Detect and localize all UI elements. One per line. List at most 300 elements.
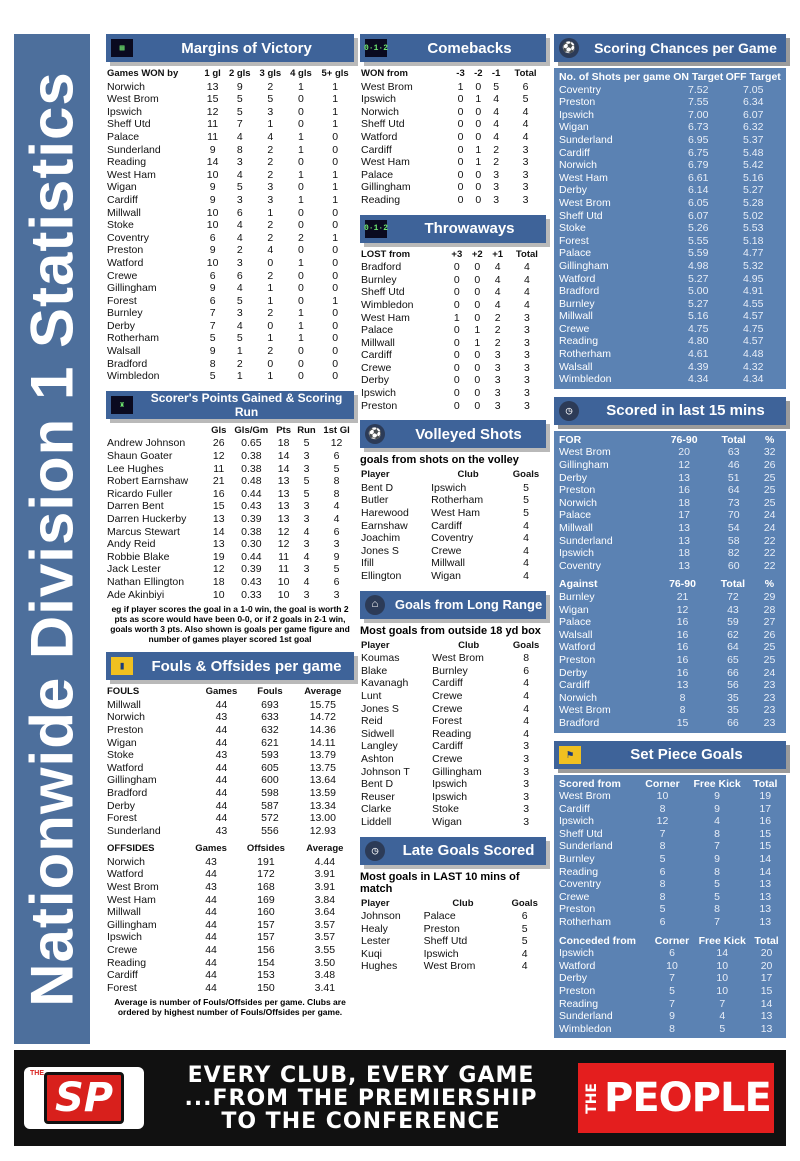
table-cell: 3.57 <box>314 931 336 944</box>
table-cell: 1 <box>298 80 304 93</box>
table-cell: 21 <box>676 590 689 603</box>
table-cell: 44 <box>205 981 217 994</box>
table-cell: 14 <box>760 997 773 1010</box>
table-row <box>558 878 782 891</box>
table-cell: 2 <box>267 80 274 93</box>
table-cell: 5.27 <box>742 184 764 197</box>
stopwatch-icon: ◷ <box>365 841 385 861</box>
table-cell: 10 <box>206 168 219 181</box>
table-row <box>360 400 546 413</box>
table-cell: 598 <box>261 786 279 799</box>
table-cell: 1 <box>332 181 339 194</box>
table-cell: 1 <box>298 319 304 332</box>
table-row <box>558 853 782 866</box>
volleyed-header: ⚽ Volleyed Shots <box>360 420 546 448</box>
table-cell: 16 <box>212 487 225 500</box>
margins-table <box>106 68 354 383</box>
table-cell: 25 <box>763 496 776 509</box>
table-row <box>106 358 354 371</box>
table-cell: 12 <box>656 815 669 828</box>
table-cell: 35 <box>727 691 739 704</box>
table-cell: 10 <box>277 588 290 601</box>
table-cell: 0 <box>298 282 304 295</box>
table-cell: 44 <box>205 893 217 906</box>
table-cell: 0 <box>298 118 304 131</box>
table-cell: 24 <box>763 509 776 522</box>
table-cell: Derby <box>559 972 588 985</box>
table-cell: Millwall <box>559 522 593 534</box>
column-header: 76-90 <box>670 433 698 446</box>
table-cell: 10 <box>656 790 669 803</box>
table-cell: 5 <box>267 93 274 106</box>
table-cell: Ipswich <box>559 947 595 960</box>
table-cell: 13.34 <box>309 799 336 812</box>
table-row <box>106 437 354 450</box>
table-cell: 10 <box>212 588 225 601</box>
table-row <box>558 866 782 879</box>
table-cell: 0.33 <box>241 588 262 601</box>
table-cell: 1 <box>332 80 339 93</box>
table-cell: 0.38 <box>241 525 262 538</box>
table-cell: 15 <box>759 827 772 840</box>
table-cell: Derby <box>361 374 390 387</box>
table-cell: 5 <box>493 80 500 93</box>
table-row <box>360 274 546 287</box>
table-cell: Bradford <box>361 261 402 274</box>
table-cell: 13 <box>277 475 290 488</box>
table-cell: 7.05 <box>742 83 764 96</box>
table-cell: 5 <box>714 890 720 903</box>
table-row <box>558 679 782 692</box>
table-row <box>106 774 354 787</box>
advert-banner <box>14 1050 786 1146</box>
table-row <box>106 737 354 750</box>
table-cell: 7 <box>659 827 666 840</box>
table-row <box>106 762 354 775</box>
table-cell: 9 <box>209 282 216 295</box>
table-cell: 4 <box>494 273 501 286</box>
table-cell: 0 <box>474 387 481 400</box>
table-cell: 1 <box>267 282 274 295</box>
table-cell: 8 <box>714 827 720 840</box>
table-cell: 4 <box>523 677 530 690</box>
table-cell: 157 <box>257 931 275 944</box>
table-cell: 0 <box>457 193 464 206</box>
table-cell: 3 <box>236 256 243 269</box>
table-row <box>360 728 546 741</box>
column-header: Corner <box>654 934 690 947</box>
table-cell: 13 <box>676 679 689 692</box>
table-cell: Gillingham <box>107 918 157 931</box>
table-cell: 10 <box>277 575 290 588</box>
column-header: Free Kick <box>693 777 741 790</box>
table-cell: 70 <box>727 509 740 522</box>
table-cell: 56 <box>727 679 739 692</box>
table-cell: 3 <box>303 513 310 525</box>
column-header: Player <box>361 897 390 909</box>
table-cell: 12 <box>277 525 290 538</box>
table-cell: 150 <box>257 981 275 994</box>
table-cell: 4 <box>523 532 529 545</box>
table-cell: 0 <box>453 298 460 311</box>
table-cell: 13.64 <box>309 774 336 787</box>
table-cell: 10 <box>716 959 729 972</box>
table-cell: 5 <box>333 462 340 475</box>
table-cell: Millwall <box>431 557 465 570</box>
table-cell: 2 <box>298 231 304 244</box>
table-row <box>106 295 354 308</box>
table-cell: 5 <box>236 181 243 194</box>
table-cell: 3.84 <box>314 893 336 906</box>
table-row <box>360 482 546 495</box>
table-cell: Reid <box>361 715 383 728</box>
table-cell: 0 <box>332 370 339 383</box>
table-row <box>558 1023 782 1036</box>
table-cell: 4.57 <box>742 310 764 323</box>
table-cell: 16 <box>676 641 689 654</box>
last15-for-table <box>558 434 782 573</box>
table-cell: Gillingham <box>559 259 609 272</box>
table-row <box>106 982 354 995</box>
table-row <box>360 169 546 182</box>
table-cell: 43 <box>727 603 739 616</box>
table-row <box>106 800 354 813</box>
setpiece-header: ⚑ Set Piece Goals <box>554 741 786 769</box>
table-cell: 14 <box>277 462 290 475</box>
column-header: Average <box>306 843 344 855</box>
table-cell: 6 <box>333 575 340 588</box>
table-row <box>360 935 546 948</box>
scoreboard-icon: ▦ <box>111 39 133 57</box>
table-cell: Ipswich <box>559 108 595 121</box>
table-cell: 25 <box>763 484 776 497</box>
table-cell: Forest <box>107 981 137 994</box>
table-cell: Wigan <box>431 570 461 582</box>
table-row <box>558 616 782 629</box>
column-header: Games <box>205 686 238 698</box>
table-cell: 64 <box>727 484 740 497</box>
chances-panel <box>554 68 786 389</box>
table-cell: Preston <box>559 985 596 997</box>
table-cell: Cardiff <box>432 677 463 690</box>
table-row <box>360 181 546 194</box>
table-row <box>558 247 782 260</box>
table-cell: Wimbledon <box>361 298 414 311</box>
table-row <box>360 740 546 753</box>
table-row <box>360 557 546 570</box>
table-cell: 44 <box>215 723 228 736</box>
table-cell: 1 <box>332 118 339 131</box>
table-cell: 4 <box>494 261 501 274</box>
table-cell: Preston <box>423 922 460 935</box>
table-row <box>558 803 782 816</box>
table-cell: 0 <box>475 168 482 181</box>
fouls-table <box>106 686 354 837</box>
table-cell: 0 <box>457 156 464 169</box>
table-cell: 22 <box>763 547 776 560</box>
table-cell: Reading <box>107 156 147 169</box>
table-cell: Sheff Utd <box>361 118 405 131</box>
table-cell: Coventry <box>107 231 150 244</box>
table-cell: 20 <box>760 947 773 960</box>
player-run-icon: ⚽ <box>559 38 579 58</box>
table-cell: Preston <box>361 399 398 412</box>
table-row <box>558 560 782 573</box>
table-cell: 13.59 <box>309 786 336 799</box>
table-cell: 4 <box>493 93 500 106</box>
table-row <box>558 273 782 286</box>
column-header: 3 gls <box>259 68 282 79</box>
comebacks-section <box>360 34 546 207</box>
table-cell: 5 <box>523 507 529 520</box>
scorers-note: eg if player scores the goal in a 1-0 win, the goal is worth 2 pts as score would have been 0-0, or if 2 goals in 2-1 win, goals worth 3 pts. Also shown is goals per game figure and number of games player scored 1st goal <box>110 604 350 645</box>
table-cell: 6 <box>209 294 216 307</box>
table-row <box>558 654 782 667</box>
table-cell: 1 <box>332 294 339 307</box>
table-row <box>360 387 546 400</box>
table-row <box>558 790 782 803</box>
table-cell: 4.34 <box>688 373 709 386</box>
table-cell: 6.95 <box>688 133 709 146</box>
table-cell: 4 <box>303 550 310 563</box>
table-cell: Ipswich <box>107 931 143 944</box>
table-cell: 0 <box>474 298 481 311</box>
table-row <box>106 500 354 513</box>
table-cell: 0 <box>332 244 339 257</box>
volleyed-section <box>360 420 546 582</box>
table-cell: 0.44 <box>241 550 262 563</box>
late-goals-header: ◷ Late Goals Scored <box>360 837 546 865</box>
table-row <box>106 563 354 576</box>
late-goals-section <box>360 837 546 974</box>
table-row <box>360 93 546 106</box>
table-cell: Norwich <box>559 691 597 704</box>
table-cell: West Brom <box>361 80 413 93</box>
table-cell: 15 <box>212 500 225 513</box>
table-cell: 14 <box>212 525 225 538</box>
column-header: Pts <box>276 424 292 436</box>
table-cell: 0 <box>332 357 339 370</box>
table-cell: 1 <box>298 332 304 345</box>
table-cell: 18 <box>678 547 690 560</box>
table-cell: Coventry <box>431 532 474 545</box>
table-cell: 15 <box>206 93 219 106</box>
table-row <box>106 724 354 737</box>
table-cell: 4.75 <box>688 322 709 335</box>
table-cell: 4 <box>523 702 530 715</box>
column-header: +3 <box>451 248 463 260</box>
table-row <box>106 589 354 602</box>
table-cell: Darren Huckerby <box>107 513 187 525</box>
table-cell: 4 <box>523 715 530 728</box>
table-cell: 6 <box>659 916 666 929</box>
table-cell: 3 <box>524 374 530 387</box>
table-cell: 0.44 <box>241 487 262 500</box>
table-cell: 1 <box>474 336 481 349</box>
table-cell: 7.52 <box>688 83 709 96</box>
stadium-icon: ♜ <box>111 396 133 414</box>
column-header: Player <box>361 639 390 651</box>
table-row <box>106 894 354 907</box>
table-row <box>558 985 782 998</box>
column-header: Club <box>458 639 480 651</box>
table-cell: 63 <box>727 446 740 459</box>
table-cell: 3.50 <box>314 956 336 969</box>
table-cell: 572 <box>261 812 279 825</box>
table-row <box>558 361 782 374</box>
table-cell: 4 <box>521 960 528 973</box>
table-row <box>360 144 546 157</box>
table-cell: 1 <box>332 93 339 106</box>
column-header: 4 gls <box>290 68 312 79</box>
table-cell: 0 <box>453 387 460 400</box>
column-header: Gls <box>211 424 227 436</box>
table-cell: 8 <box>659 802 666 815</box>
table-cell: 4 <box>523 557 529 570</box>
table-cell: Crewe <box>432 752 463 765</box>
table-cell: Watford <box>107 761 144 774</box>
table-row <box>558 134 782 147</box>
table-cell: Derby <box>559 184 588 197</box>
table-cell: 0 <box>475 118 482 131</box>
table-cell: Jack Lester <box>107 563 161 576</box>
column-header: Conceded from <box>559 934 637 947</box>
table-cell: 44 <box>205 931 217 944</box>
table-row <box>558 373 782 386</box>
table-cell: Wigan <box>559 603 589 616</box>
table-cell: 6 <box>236 206 243 219</box>
table-cell: Wigan <box>432 815 462 828</box>
table-cell: 0 <box>332 307 339 320</box>
table-cell: 10 <box>666 959 678 972</box>
table-cell: Millwall <box>107 698 141 711</box>
table-cell: 3 <box>493 168 500 181</box>
table-cell: 3 <box>523 752 530 765</box>
table-cell: 0 <box>475 181 482 194</box>
table-row <box>106 345 354 358</box>
table-cell: 15 <box>676 716 689 729</box>
table-row <box>106 538 354 551</box>
table-cell: 5.02 <box>742 209 764 222</box>
table-cell: Forest <box>107 294 137 307</box>
table-cell: 0 <box>453 324 460 337</box>
side-title: Nationwide Division 1 Statistics <box>18 71 86 1007</box>
table-cell: 4 <box>236 168 243 181</box>
table-row <box>106 957 354 970</box>
setpiece-conceded-table <box>558 935 782 1036</box>
table-cell: 1 <box>453 311 460 324</box>
column-header: Offsides <box>246 843 285 855</box>
table-row <box>558 717 782 730</box>
table-cell: Ipswich <box>432 778 468 791</box>
fouls-section <box>106 652 354 1017</box>
table-cell: Johnson <box>361 910 401 923</box>
table-cell: 13.00 <box>309 812 336 825</box>
table-cell: 4 <box>523 519 529 532</box>
table-cell: 5 <box>522 93 529 106</box>
table-cell: Wimbledon <box>107 370 160 383</box>
table-cell: 44 <box>205 906 217 919</box>
table-cell: Cardiff <box>431 519 462 532</box>
column-header: WON from <box>361 68 408 79</box>
table-cell: 5 <box>659 903 666 916</box>
table-cell: 14.36 <box>309 723 336 736</box>
table-cell: 28 <box>763 603 776 616</box>
table-cell: 2 <box>267 156 274 169</box>
table-row <box>106 194 354 207</box>
table-header-row <box>558 778 782 791</box>
table-cell: 0.38 <box>241 462 262 475</box>
table-cell: 16 <box>678 484 690 497</box>
table-cell: 3 <box>494 361 501 374</box>
table-header-row <box>106 68 354 81</box>
table-cell: 3 <box>494 387 501 400</box>
table-row <box>106 232 354 245</box>
table-cell: West Ham <box>361 156 410 169</box>
table-cell: 3 <box>494 374 501 387</box>
table-cell: Kavanagh <box>361 677 409 690</box>
table-cell: Watford <box>559 959 596 972</box>
table-row <box>558 109 782 122</box>
table-row <box>106 881 354 894</box>
table-cell: Cardiff <box>432 740 463 753</box>
table-cell: 1 <box>298 307 304 320</box>
last15-against-table <box>558 578 782 729</box>
table-cell: Rotherham <box>559 916 611 929</box>
column-header: -1 <box>491 68 501 79</box>
table-cell: 5.26 <box>688 222 709 235</box>
table-cell: 2 <box>267 143 274 156</box>
table-cell: 4 <box>493 130 500 143</box>
corner-flag-icon: ⚑ <box>559 746 581 764</box>
table-row <box>360 665 546 678</box>
table-cell: 3.55 <box>314 944 336 957</box>
table-header-row <box>558 935 782 948</box>
table-cell: Sheff Utd <box>559 827 603 840</box>
table-cell: Gillingham <box>107 774 157 787</box>
table-cell: 0 <box>267 256 274 269</box>
table-cell: 0 <box>267 357 274 370</box>
table-cell: Reading <box>559 997 599 1010</box>
table-cell: 5.00 <box>688 285 709 298</box>
table-cell: 1 <box>457 80 464 93</box>
table-row <box>106 699 354 712</box>
table-cell: 5 <box>523 481 529 494</box>
column-header: 1st Gl <box>323 424 350 436</box>
table-cell: 4.95 <box>742 272 764 285</box>
margins-header: ▦ Margins of Victory <box>106 34 354 62</box>
table-cell: 0 <box>453 361 460 374</box>
table-cell: Watford <box>361 130 398 143</box>
table-cell: 7 <box>714 916 720 929</box>
table-cell: Sunderland <box>559 534 613 547</box>
table-cell: 24 <box>763 522 776 534</box>
table-row <box>106 118 354 131</box>
table-cell: 5.48 <box>742 146 764 159</box>
table-cell: Norwich <box>107 80 145 93</box>
table-cell: 35 <box>727 704 739 717</box>
table-row <box>106 513 354 526</box>
table-cell: Ade Akinbiyi <box>107 588 165 601</box>
table-cell: 0 <box>453 374 460 387</box>
table-cell: Ipswich <box>361 387 397 400</box>
table-cell: 4 <box>303 525 310 538</box>
table-cell: 2 <box>267 307 274 320</box>
table-cell: Millwall <box>361 336 395 349</box>
table-cell: 4.98 <box>688 259 709 272</box>
table-cell: 5 <box>236 332 243 345</box>
table-row <box>558 197 782 210</box>
